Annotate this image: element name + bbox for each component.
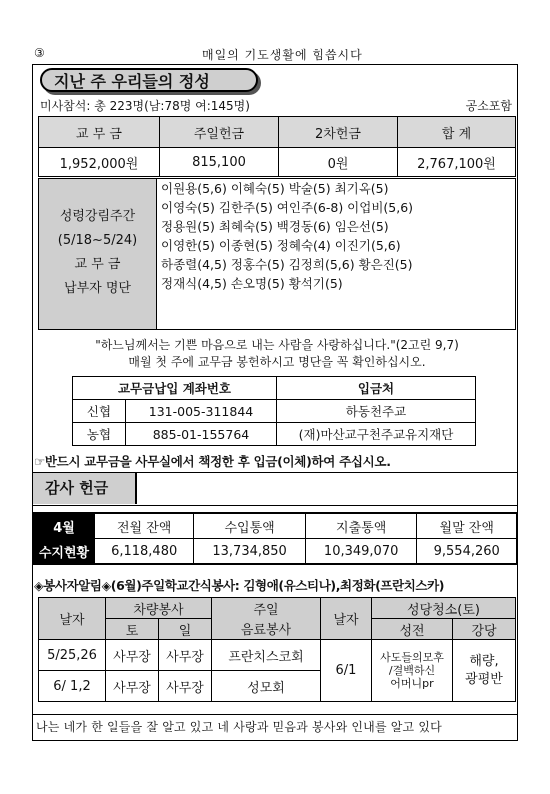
offering-col-second: 2차헌금 — [279, 117, 398, 148]
vol-col-clean: 성당청소(토) — [372, 598, 516, 619]
vol-sun: 사무장 — [159, 640, 212, 671]
offering-section-title: 지난 주 우리들의 정성 — [40, 68, 258, 92]
finance-col-prev: 전월 잔액 — [95, 513, 194, 539]
offering-value-tithe: 1,952,000원 — [39, 148, 160, 177]
donor-label-line: (5/18~5/24) — [57, 233, 138, 248]
vol-clean-date: 6/1 — [321, 640, 372, 702]
vol-col-drink: 주일 — [212, 598, 321, 619]
offering-col-tithe: 교 무 금 — [39, 117, 160, 148]
finance-label-2: 수지현황 — [33, 539, 95, 565]
vol-drink: 프란치스코회 — [212, 640, 321, 671]
offering-table — [38, 116, 516, 177]
vol-sat: 사무장 — [106, 671, 159, 702]
vol-col-drink-2: 음료봉사 — [212, 619, 321, 640]
attendance-line — [40, 97, 512, 113]
offering-value-total: 2,767,100원 — [398, 148, 516, 177]
quote-line: "하느님께서는 기쁜 마음으로 내는 사람을 사랑하십니다."(2고린 9,7) — [95, 338, 459, 352]
holder-header: 입금처 — [277, 377, 476, 400]
finance-col-expense: 지출통액 — [305, 513, 417, 539]
finance-label — [33, 513, 95, 539]
vol-clean-sanctuary-line: 사도들의모후 — [380, 651, 444, 664]
table-row — [39, 640, 516, 671]
vol-col-sat: 토 — [106, 619, 159, 640]
vol-col-sun: 일 — [159, 619, 212, 640]
attendance-text: 미사참석: 총 223명(남:78명 여:145명) — [40, 99, 250, 113]
donor-list-label — [39, 179, 157, 329]
finance-value-income: 13,734,850 — [194, 539, 306, 565]
table-row — [73, 423, 476, 446]
donor-line: 정재식(4,5) 손오명(5) 황석기(5) — [161, 276, 343, 291]
vol-col-sanctuary: 성전 — [372, 619, 453, 640]
attendance-note: 공소포함 — [465, 99, 512, 113]
vol-sun: 사무장 — [159, 671, 212, 702]
account-holder: 하동천주교 — [277, 400, 476, 423]
vol-drink: 성모회 — [212, 671, 321, 702]
thanks-offering-box — [32, 472, 518, 506]
donor-line: 이영숙(5) 김한주(5) 여인주(6-8) 이업비(5,6) — [161, 200, 414, 215]
thanks-offering-title: 감사 헌금 — [33, 473, 137, 504]
vol-clean-sanctuary — [372, 640, 453, 702]
finance-col-income: 수입통액 — [194, 513, 306, 539]
page-header — [32, 46, 522, 62]
finance-label-month: 4월 — [53, 520, 75, 536]
vol-date: 6/ 1,2 — [39, 671, 106, 702]
finance-value-end: 9,554,260 — [417, 539, 517, 565]
finance-col-end: 월말 잔액 — [417, 513, 517, 539]
account-number: 885-01-155764 — [126, 423, 277, 446]
donor-names — [161, 179, 511, 293]
account-bank: 농협 — [73, 423, 126, 446]
vol-col-date2: 날자 — [321, 598, 372, 640]
footer-verse: 나는 네가 한 일들을 잘 알고 있고 네 사랑과 믿음과 봉사와 인내를 알고 있다 — [32, 714, 518, 738]
donor-list-box — [38, 178, 516, 330]
donor-label-line: 납부자 명단 — [64, 281, 131, 296]
vol-clean-hall-line: 광평반 — [465, 671, 503, 687]
finance-value-expense: 10,349,070 — [305, 539, 417, 565]
donor-line: 하종렬(4,5) 정홍수(5) 김정희(5,6) 황은진(5) — [161, 257, 413, 272]
offering-col-sunday: 주일헌금 — [160, 117, 279, 148]
page-number: ③ — [34, 46, 45, 60]
account-header: 교무금납입 계좌번호 — [73, 377, 277, 400]
vol-clean-sanctuary-line: 어머니pr — [390, 677, 434, 690]
vol-date: 5/25,26 — [39, 640, 106, 671]
vol-col-date: 날자 — [39, 598, 106, 640]
vol-clean-sanctuary-line: /결백하신 — [388, 664, 436, 677]
finance-value-prev: 6,118,480 — [95, 539, 194, 565]
account-number: 131-005-311844 — [126, 400, 277, 423]
volunteer-heading: ◈봉사자알림◈(6월)주일학교간식봉사: 김형애(유스티나),최정화(프란치스카) — [34, 578, 445, 593]
payment-notice: ☞반드시 교무금을 사무실에서 책정한 후 입금(이체)하여 주십시오. — [34, 454, 391, 469]
vol-sat: 사무장 — [106, 640, 159, 671]
finance-table — [32, 512, 518, 565]
account-holder: (재)마산교구천주교유지재단 — [277, 423, 476, 446]
donor-label-line: 성령강림주간 — [59, 209, 136, 224]
offering-value-sunday: 815,100 — [160, 148, 279, 177]
account-bank: 신협 — [73, 400, 126, 423]
account-table — [72, 376, 476, 446]
donor-label-line: 교 무 금 — [74, 257, 121, 272]
scripture-quote — [46, 337, 508, 371]
donor-line: 정용원(5) 최혜숙(5) 백경동(6) 임은선(5) — [161, 219, 389, 234]
page-motto: 매일의 기도생활에 힘씁시다 — [202, 48, 363, 62]
vol-col-hall: 강당 — [453, 619, 516, 640]
donor-line: 이원용(5,6) 이혜숙(5) 박술(5) 최기옥(5) — [161, 181, 389, 196]
vol-clean-hall-line: 해량, — [469, 653, 499, 669]
vol-clean-hall — [453, 640, 516, 702]
donor-line: 이영한(5) 이종현(5) 정혜숙(4) 이진기(5,6) — [161, 238, 401, 253]
offering-value-second: 0원 — [279, 148, 398, 177]
volunteer-table — [38, 597, 516, 702]
quote-line: 매월 첫 주에 교무금 봉헌하시고 명단을 꼭 확인하십시오. — [128, 355, 426, 369]
table-row — [73, 400, 476, 423]
vol-col-vehicle: 차량봉사 — [106, 598, 212, 619]
offering-col-total: 합 계 — [398, 117, 516, 148]
